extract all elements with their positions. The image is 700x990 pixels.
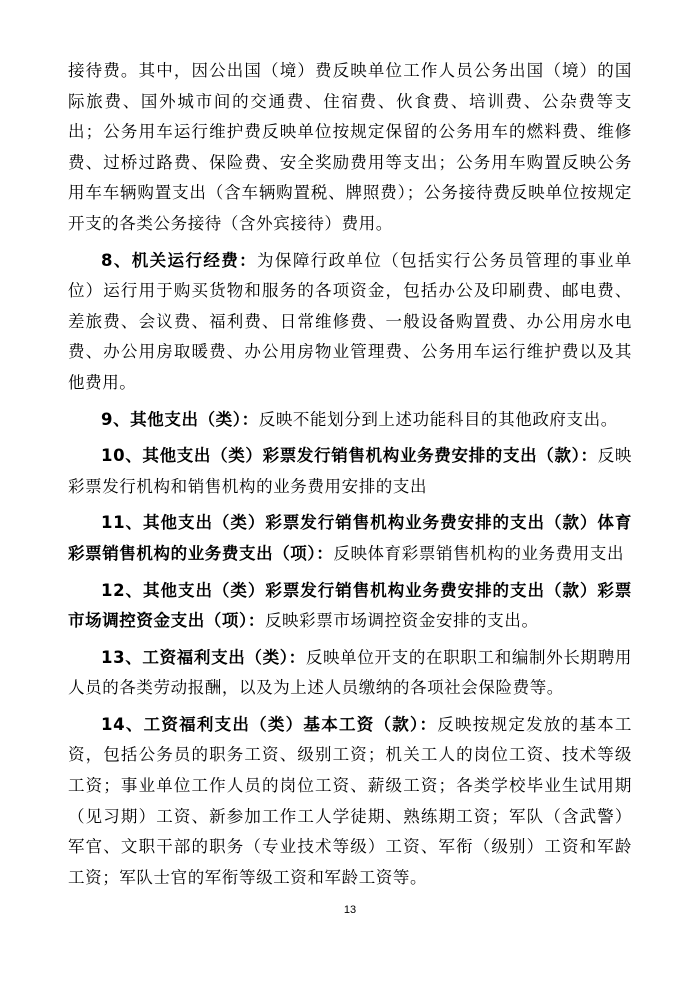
paragraph-text: 反映单位开支的在职职工和编制外长期聘用人员的各类劳动报酬，以及为上述人员缴纳的各项社会保险费等。 bbox=[68, 647, 632, 698]
paragraph-13 bbox=[68, 643, 632, 704]
paragraph-term: 11、其他支出（类）彩票发行销售机构业务费安排的支出（款）体育彩票销售机构的业务费支出（项）： bbox=[68, 513, 632, 563]
paragraph-term: 14、工资福利支出（类）基本工资（款）： bbox=[101, 714, 438, 734]
paragraph-text: 反映体育彩票销售机构的业务费用支出 bbox=[333, 543, 625, 563]
paragraph-term: 12、其他支出（类）彩票发行销售机构业务费安排的支出（款）彩票市场调控资金支出（项）： bbox=[68, 580, 632, 631]
paragraph-text: 反映彩票发行机构和销售机构的业务费用安排的支出 bbox=[68, 446, 633, 496]
paragraph-9 bbox=[68, 405, 632, 436]
paragraph-term: 13、工资福利支出（类）： bbox=[101, 647, 306, 667]
paragraph-text: 反映按规定发放的基本工资，包括公务员的职务工资、级别工资；机关工人的岗位工资、技术等级工资；事业单位工作人员的岗位工资、薪级工资；各类学校毕业生试用期（见习期）工资、新参加工作工人学徒期、熟练期工资；军队（含武警）军官、文职干部的职务（专业技术等级）工资、军衔（级别）工资和军龄工资；军队士官的军衔等级工资和军龄工资等。 bbox=[68, 714, 632, 887]
paragraph-11 bbox=[68, 508, 632, 569]
paragraph-term: 8、机关运行经费： bbox=[101, 250, 258, 270]
paragraph-text: 反映不能划分到上述功能科目的其他政府支出。 bbox=[258, 409, 618, 429]
paragraph-term: 9、其他支出（类）： bbox=[101, 409, 259, 429]
paragraph-text: 为保障行政单位（包括实行公务员管理的事业单位）运行用于购买货物和服务的各项资金，包括办公及印刷费、邮电费、差旅费、会议费、福利费、日常维修费、一般设备购置费、办公用房水电费、办公用房取暖费、办公用房物业管理费、公务用车运行维护费以及其他费用。 bbox=[68, 250, 632, 392]
paragraph-text: 接待费。其中，因公出国（境）费反映单位工作人员公务出国（境）的国际旅费、国外城市间的交通费、住宿费、伙食费、培训费、公杂费等支出；公务用车运行维护费反映单位按规定保留的公务用车的燃料费、维修费、过桥过路费、保险费、安全奖励费用等支出；公务用车购置反映公务用车车辆购置支出（含车辆购置税、牌照费）；公务接待费反映单位按规定开支的各类公务接待（含外宾接待）费用。 bbox=[68, 61, 632, 233]
paragraph-12 bbox=[68, 576, 632, 637]
paragraph-term: 10、其他支出（类）彩票发行销售机构业务费安排的支出（款）： bbox=[101, 446, 598, 466]
page-number: 13 bbox=[343, 904, 357, 916]
paragraph-1 bbox=[68, 56, 632, 240]
paragraph-10 bbox=[68, 441, 632, 502]
paragraph-8 bbox=[68, 246, 632, 399]
paragraph-14 bbox=[68, 710, 632, 894]
paragraph-text: 反映彩票市场调控资金安排的支出。 bbox=[264, 611, 539, 631]
